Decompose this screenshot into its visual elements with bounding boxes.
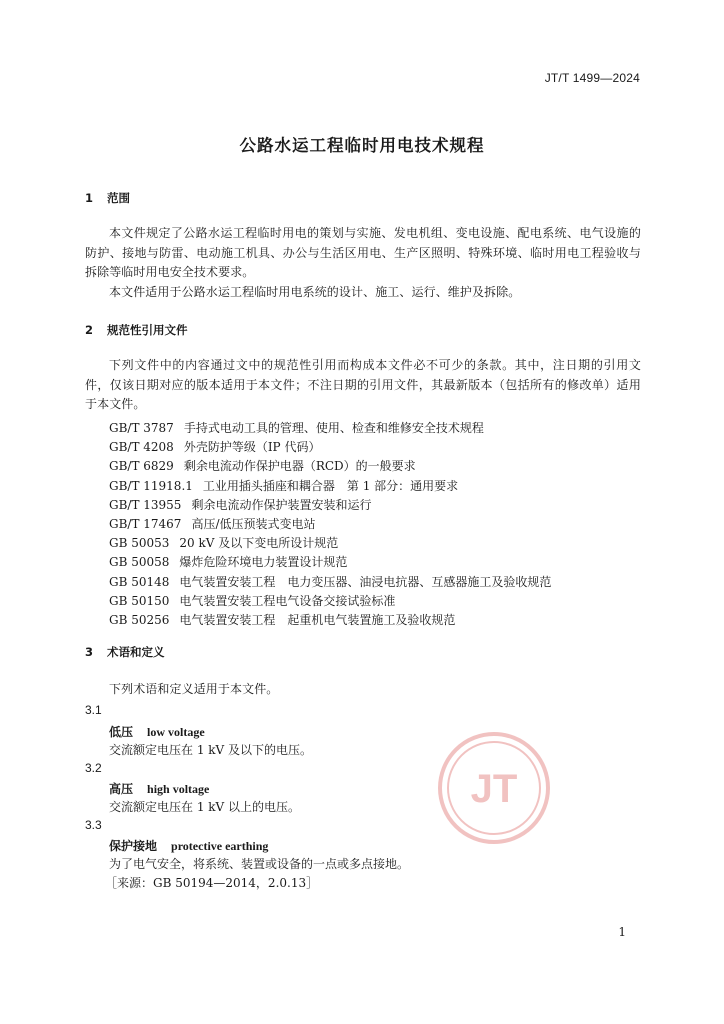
- reference-title: 剩余电流动作保护装置安装和运行: [191, 497, 372, 512]
- term-name: [109, 837, 268, 854]
- reference-title: 电气装置安装工程电气设备交接试验标准: [179, 593, 396, 608]
- term-number: 3.1: [85, 703, 102, 717]
- reference-item: [109, 611, 455, 628]
- reference-item: [109, 534, 338, 551]
- reference-code: GB 50058: [109, 555, 170, 570]
- section-heading-normative: [85, 322, 188, 338]
- reference-item: [109, 477, 458, 494]
- term-en: low voltage: [147, 725, 205, 739]
- term-zh: 保护接地: [109, 839, 158, 853]
- reference-item: [109, 457, 416, 474]
- term-number: 3.2: [85, 761, 102, 775]
- section-number: 3: [85, 645, 94, 659]
- scope-paragraph-2: 本文件适用于公路水运工程临时用电系统的设计、施工、运行、维护及拆除。: [109, 285, 521, 299]
- reference-title: 高压/低压预装式变电站: [191, 517, 316, 531]
- normative-intro: 下列文件中的内容通过文中的规范性引用而构成本文件必不可少的条款。其中，注日期的引用文件，仅该日期对应的版本适用于本文件；不注日期的引用文件，其最新版本（包括所有的修改单）适用于本文件。: [85, 358, 641, 411]
- section-number: 2: [85, 323, 94, 337]
- term-definition: 交流额定电压在 1 kV 及以下的电压。: [109, 743, 313, 757]
- section-heading-scope: [85, 190, 130, 206]
- term-name: [109, 723, 205, 740]
- section-number: 1: [85, 191, 94, 205]
- reference-title: 电气装置安装工程 电力变压器、油浸电抗器、互感器施工及验收规范: [179, 574, 552, 589]
- reference-item: [109, 438, 320, 455]
- reference-item: [109, 496, 371, 513]
- reference-item: [109, 573, 551, 590]
- reference-title: 工业用插头插座和耦合器 第 1 部分：通用要求: [202, 478, 459, 493]
- page-number: 1: [618, 925, 626, 939]
- reference-code: GB/T 17467: [109, 517, 182, 531]
- reference-title: 爆炸危险环境电力装置设计规范: [179, 555, 348, 570]
- term-zh: 低压: [109, 725, 134, 739]
- reference-code: GB 50148: [109, 574, 170, 589]
- reference-code: GB/T 11918.1: [109, 478, 193, 493]
- term-definition: 为了电气安全，将系统、装置或设备的一点或多点接地。: [109, 857, 410, 871]
- jt-watermark-logo: [436, 730, 552, 846]
- section-title: 范围: [107, 191, 130, 205]
- term-definition: 交流额定电压在 1 kV 以上的电压。: [109, 800, 301, 814]
- reference-code: GB/T 6829: [109, 459, 174, 474]
- reference-code: GB 50256: [109, 613, 170, 627]
- reference-code: GB 50150: [109, 593, 170, 608]
- document-title: 公路水运工程临时用电技术规程: [239, 136, 485, 155]
- reference-code: GB 50053: [109, 536, 170, 551]
- term-en: high voltage: [147, 782, 210, 796]
- watermark-text: JT: [470, 767, 518, 811]
- reference-item: [109, 553, 347, 570]
- reference-item: [109, 515, 316, 532]
- section-title: 规范性引用文件: [107, 323, 188, 337]
- reference-item: [109, 592, 395, 609]
- section-heading-terms: [85, 644, 165, 660]
- reference-title: 手持式电动工具的管理、使用、检查和维修安全技术规程: [183, 421, 484, 435]
- term-en: protective earthing: [171, 839, 269, 853]
- scope-paragraph-1: 本文件规定了公路水运工程临时用电的策划与实施、发电机组、变电设施、配电系统、电气设施的防护、接地与防雷、电动施工机具、办公与生活区用电、生产区照明、特殊环境、临时用电工程验收与拆除等临时用电安全技术要求。: [85, 226, 641, 279]
- reference-item: [109, 419, 484, 436]
- reference-code: GB/T 4208: [109, 440, 174, 455]
- reference-code: GB/T 13955: [109, 497, 182, 512]
- term-name: [109, 780, 209, 797]
- reference-code: GB/T 3787: [109, 421, 174, 435]
- reference-title: 电气装置安装工程 起重机电气装置施工及验收规范: [179, 613, 456, 627]
- reference-title: 剩余电流动作保护电器（RCD）的一般要求: [183, 459, 416, 474]
- standard-code: JT/T 1499—2024: [544, 71, 640, 85]
- section-title: 术语和定义: [107, 645, 165, 659]
- reference-title: 外壳防护等级（IP 代码）: [183, 440, 321, 455]
- reference-title: 20 kV 及以下变电所设计规范: [179, 536, 339, 551]
- term-number: 3.3: [85, 818, 102, 832]
- term-zh: 高压: [109, 782, 134, 796]
- terms-intro: 下列术语和定义适用于本文件。: [109, 682, 279, 696]
- term-source: ［来源：GB 50194—2014，2.0.13］: [105, 876, 319, 890]
